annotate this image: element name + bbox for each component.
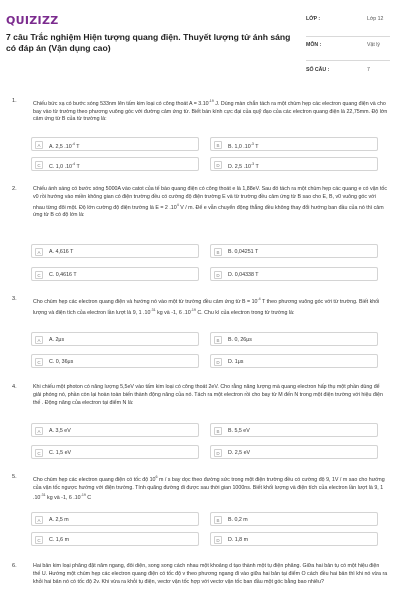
option-a[interactable]: [31, 137, 199, 151]
option-text: B. 0, 26μs: [228, 336, 252, 343]
option-c[interactable]: [31, 532, 199, 546]
question-6: [0, 563, 400, 600]
question-1: [0, 98, 400, 188]
option-a[interactable]: [31, 512, 199, 526]
question-number: 3.: [12, 296, 17, 302]
option-text: D. 2,5 $.10^{-3}$ T: [228, 161, 259, 170]
question-number: 1.: [12, 98, 17, 104]
option-c[interactable]: [31, 354, 199, 368]
question-number: 6.: [12, 563, 17, 569]
option-letter: D: [214, 271, 222, 279]
option-letter: A: [35, 427, 43, 435]
question-text: Cho chùm hẹp các electron quang điện và hướng nó vào một từ trường đều cảm ứng từ $B = 10^{-4}$ T theo phương vuông góc với từ trường. Biết khối lượng và điện tích của electron lần lượt là 9, 1 $.10^{-31}$ kg và -1, 6 $.10^{-19}$ C. Chu kì của electron trong từ trường là:: [33, 297, 380, 316]
option-text: D. 1,8 m: [228, 536, 249, 543]
option-text: A. 4,616 T: [49, 248, 74, 255]
option-b[interactable]: [210, 423, 378, 437]
option-letter: D: [214, 358, 222, 366]
question-count-label: SỐ CÂU :: [306, 67, 330, 73]
option-text: D. 0,04338 T: [228, 271, 259, 278]
option-b[interactable]: [210, 332, 378, 346]
brand-logo: QUIZIZZ: [6, 14, 59, 27]
option-letter: C: [35, 449, 43, 457]
question-text: Chiếu bức xạ có bước sóng 533nm lên tấm kim loại có công thoát $A = 3.10^{-19}$ J. Dùng màn chắn tách ra một chùm hẹp các electron quang điện và cho bay vào từ trường theo phương vuông góc với đường cảm ứng từ. Biết bán kính cực đại của quỹ đạo của các electron quang điện là 22,75mm. Độ lớn cảm ứng từ B của từ trường là:: [33, 99, 388, 123]
option-text: A. 2,5 m: [49, 516, 69, 523]
option-c[interactable]: [31, 445, 199, 459]
question-text: Chiếu ánh sáng có bước sóng 5000A vào catot của tế bào quang điện có công thoát e là 1,88eV. Sau đó tách ra một chùm hẹp các quang e có vận tốc v0 rồi hướng vào miền không gian có điện trường đều có cường độ điện trường E và từ trường đều cảm ứng từ B sao cho E, B, v0 vuông góc với nhau từng đôi một. Độ lớn cường độ điện trường là E = 2 $.10^4$ V / m. Để e vẫn chuyển động thẳng đều không thay đổi hướng ban đầu của nó thì cảm ứng từ B có độ lớn là:: [33, 186, 388, 219]
option-text: C. 1,5 eV: [49, 449, 72, 456]
option-d[interactable]: [210, 157, 378, 171]
option-text: D. 2,5 eV: [228, 449, 251, 456]
option-text: B. 0,2 m: [228, 516, 248, 523]
question-text: Cho chùm hẹp các electron quang điện có tốc độ $10^6$ m / s bay dọc theo đường sức trong một điện trường đều có cường độ 9, 1V / m sao cho hướng của vận tốc ngược hướng với điện trường. Tính quãng đường đi được sau thời gian 1000ns. Biết khối lượng và điện tích của electron lần lượt là 9, 1 $.10^{-31}$ kg và -1, 6 $.10^{-19}$ C: [33, 475, 385, 502]
option-text: C. 1,0 $.10^{-4}$ T: [49, 161, 80, 170]
option-d[interactable]: [210, 354, 378, 368]
option-b[interactable]: [210, 137, 378, 151]
option-letter: B: [214, 248, 222, 256]
option-letter: A: [35, 516, 43, 524]
option-letter: B: [214, 516, 222, 524]
option-d[interactable]: [210, 532, 378, 546]
option-text: B. 1,0 $.10^{-3}$ T: [228, 141, 259, 150]
option-b[interactable]: [210, 244, 378, 258]
question-text: Khi chiếu một photon có năng lượng 5,5eV vào tấm kim loại có công thoát 2eV. Cho rằng năng lượng mà quang electron hấp thụ một phần dùng để giải phóng nó, phần còn lại hoàn toàn biến thành động năng của nó. Tách ra một electron rồi cho bay từ M đến N trong một điện trường với hiệu điện thế . Động năng của electron tại điểm N là:: [33, 384, 383, 406]
option-letter: D: [214, 536, 222, 544]
class-label: LỚP :: [306, 16, 321, 22]
option-c[interactable]: [31, 267, 199, 281]
option-letter: B: [214, 427, 222, 435]
question-number: 5.: [12, 474, 17, 480]
subject-value: Vật lý: [367, 42, 380, 48]
option-b[interactable]: [210, 512, 378, 526]
option-d[interactable]: [210, 445, 378, 459]
option-letter: C: [35, 536, 43, 544]
option-letter: B: [214, 336, 222, 344]
question-2: [0, 186, 400, 294]
option-letter: B: [214, 141, 222, 149]
meta-divider: [306, 60, 390, 61]
option-text: D. 1μs: [228, 358, 244, 365]
option-letter: D: [214, 449, 222, 457]
option-letter: C: [35, 271, 43, 279]
option-a[interactable]: [31, 332, 199, 346]
question-number: 2.: [12, 186, 17, 192]
option-a[interactable]: [31, 423, 199, 437]
subject-label: MÔN :: [306, 42, 322, 48]
option-letter: D: [214, 161, 222, 169]
option-d[interactable]: [210, 267, 378, 281]
option-a[interactable]: [31, 244, 199, 258]
option-letter: A: [35, 336, 43, 344]
question-count-value: 7: [367, 67, 370, 73]
option-text: C. 0,4616 T: [49, 271, 77, 278]
option-letter: C: [35, 161, 43, 169]
page-header: [0, 0, 400, 86]
option-text: B. 0,04251 T: [228, 248, 259, 255]
page-title: 7 câu Trắc nghiệm Hiện tượng quang điện. Thuyết lượng tử ánh sáng có đáp án (Vận dụng cao): [6, 32, 291, 53]
question-5: [0, 474, 400, 554]
class-value: Lớp 12: [367, 16, 384, 22]
option-text: C. 0, 36μs: [49, 358, 74, 365]
question-4: [0, 384, 400, 464]
option-letter: C: [35, 358, 43, 366]
meta-divider: [306, 36, 390, 37]
option-letter: A: [35, 248, 43, 256]
option-text: A. 2μs: [49, 336, 65, 343]
question-number: 4.: [12, 384, 17, 390]
option-text: A. 3,5 eV: [49, 427, 71, 434]
option-text: C. 1,6 m: [49, 536, 70, 543]
option-c[interactable]: [31, 157, 199, 171]
option-letter: A: [35, 141, 43, 149]
question-text: Hai bản kim loại phẳng đặt nằm ngang, đối diện, song song cách nhau một khoảng d tạo thành một tụ điện phẳng. Giữa hai bản tụ có một hiệu điện thế U. Hướng một chùm hẹp các electron quang điện có tốc độ v theo phương ngang đi vào giữa hai bản tại điểm O cách đều hai bản thì khi nó vừa ra khỏi hai bản nó có tốc độ 2v. Khi vừa ra khỏi tụ điện, vectơ vận tốc hợp với vectơ vận tốc ban đầu một góc bằng bao nhiêu?: [33, 563, 388, 585]
question-3: [0, 296, 400, 376]
option-text: B. 5,5 eV: [228, 427, 250, 434]
option-text: A. 2,5 $.10^{-4}$ T: [49, 141, 80, 150]
